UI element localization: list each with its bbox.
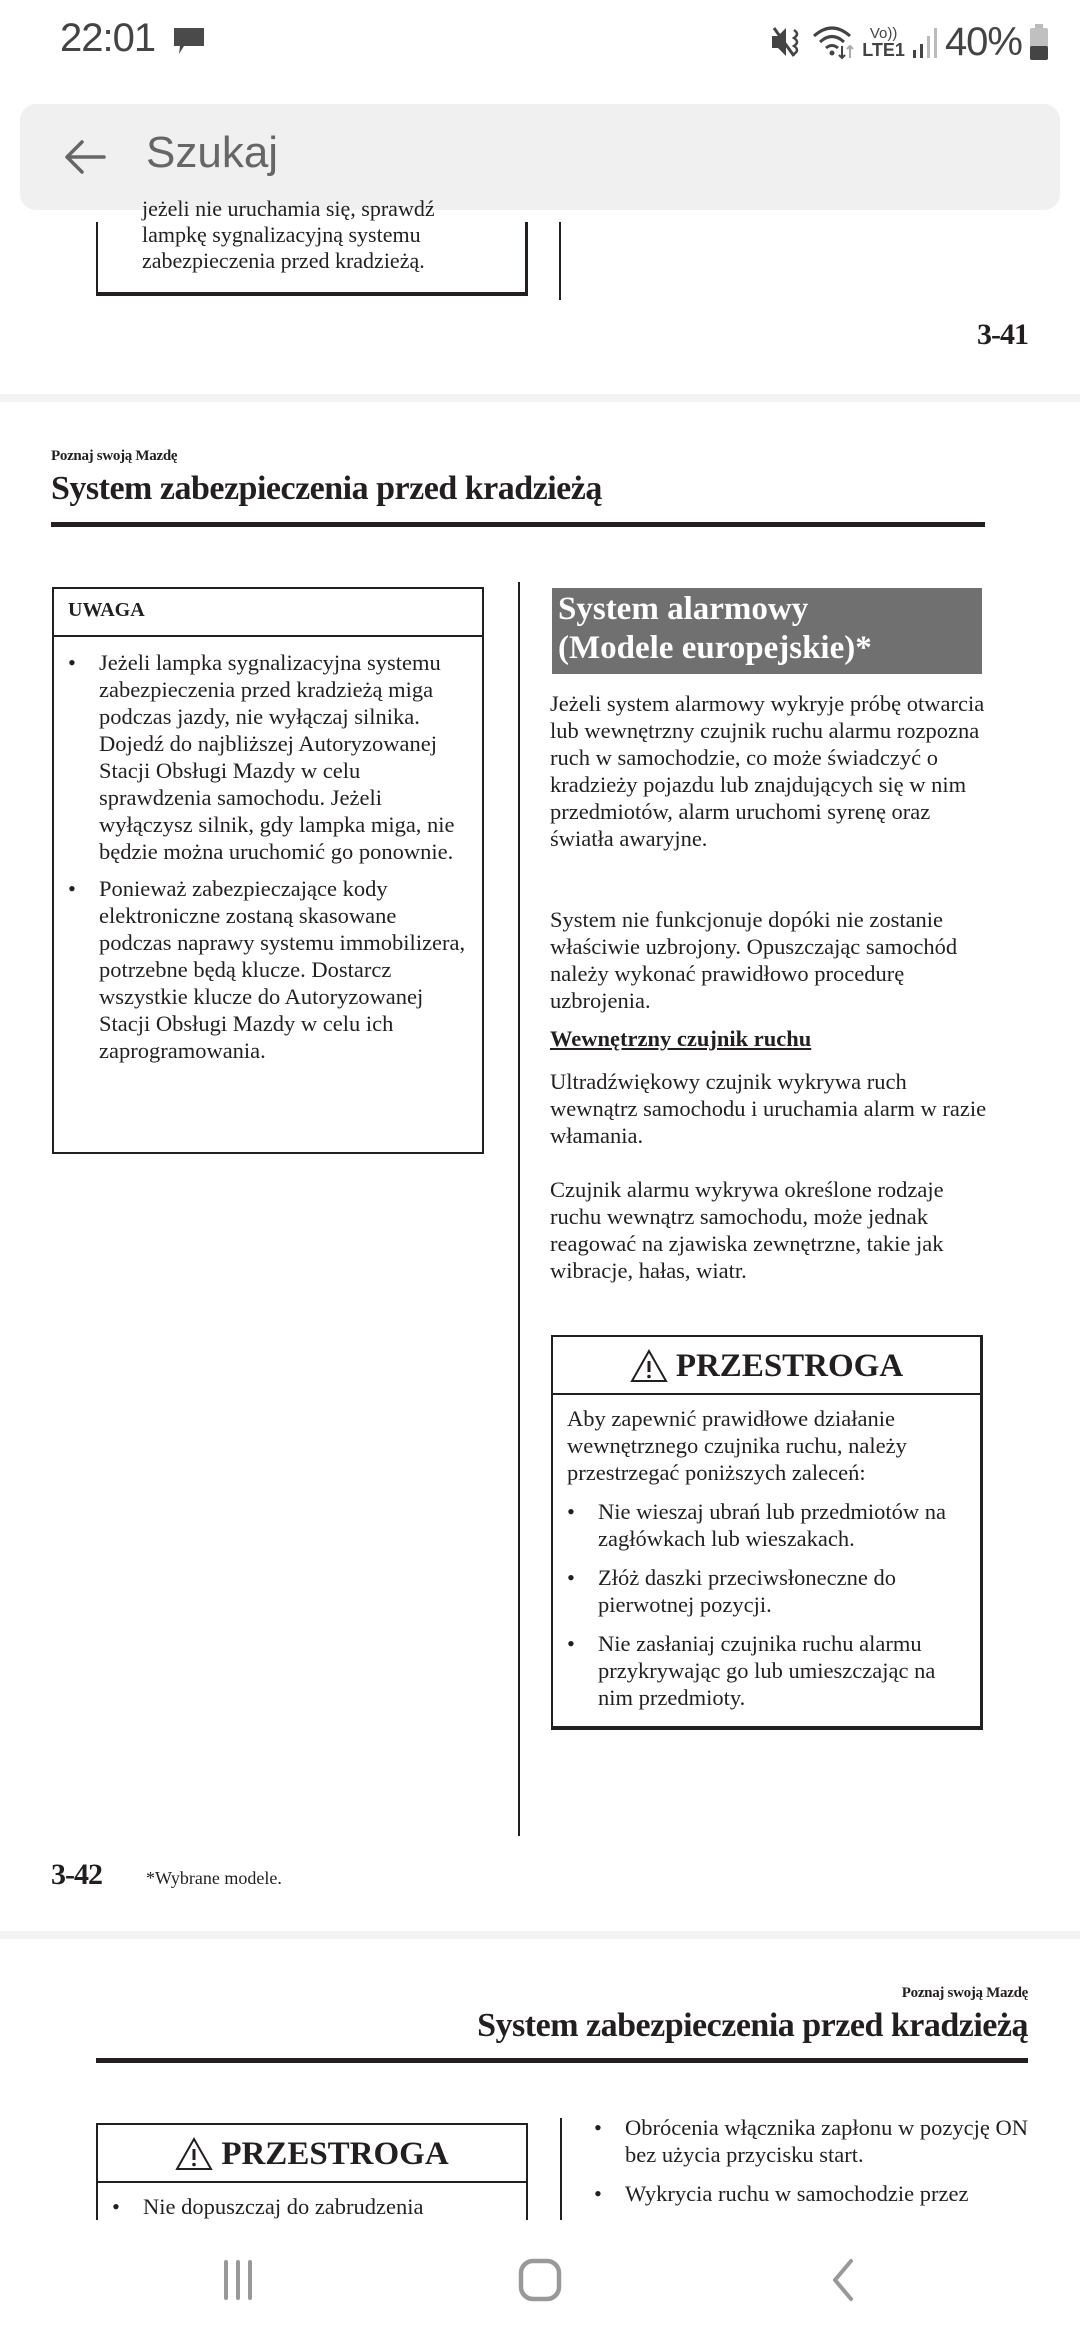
prev-page-number: 3-41 (977, 318, 1028, 351)
next-caution-header (98, 2125, 526, 2183)
caution-box (551, 1335, 983, 1730)
prev-page-note-box (96, 196, 528, 296)
battery-icon (1028, 22, 1050, 62)
next-caution-list (98, 2183, 526, 2220)
page-separator (0, 394, 1080, 402)
arrow-left-icon[interactable] (60, 132, 110, 182)
alarm-section-title: System alarmowy (Modele europejskie)* (552, 588, 982, 674)
section-title: System zabezpieczenia przed kradzieżą (51, 470, 602, 507)
note-title: UWAGA (54, 589, 482, 637)
page-separator (0, 1931, 1080, 1939)
alarm-para-2: System nie funkcjonuje dopóki nie zostanie właściwie uzbrojony. Opuszczając samochód należy wykonać prawidłowo procedurę uzbrojenia. (550, 907, 958, 1013)
section-label: Poznaj swoją Mazdę (51, 448, 178, 464)
note-list (54, 637, 482, 1064)
back-chevron-icon (827, 2258, 857, 2302)
mute-vibrate-icon (770, 22, 806, 62)
status-time: 22:01 (60, 16, 156, 60)
status-icons (770, 16, 1050, 68)
navigation-bar (0, 2220, 1080, 2340)
next-column-divider (560, 2118, 562, 2220)
footnote: *Wybrane modele. (146, 1868, 282, 1888)
caution-list (553, 1486, 980, 1711)
status-bar (0, 0, 1080, 84)
caution-item: • Nie zasłaniaj czujnika ruchu alarmu przykrywając go lub umieszczając na nim przedmioty. (555, 1630, 970, 1711)
warning-triangle-icon (630, 1349, 668, 1383)
home-icon (518, 2258, 562, 2302)
caution-title: PRZESTROGA (675, 1347, 904, 1384)
next-right-list (582, 2114, 1032, 2220)
next-title-rule (96, 2058, 1028, 2063)
next-right-item: • Obrócenia włącznika zapłonu w pozycję ON bez użycia przycisku start. (582, 2114, 1032, 2168)
note-item: • Ponieważ zabezpieczające kody elektroniczne zostaną skasowane podczas naprawy systemu immobilizera, potrzebne będą klucze. Dostarcz wszystkie klucze do Autoryzowanej Stacji Obsługi Mazdy w celu ich zaprogramowania. (56, 875, 472, 1064)
motion-sensor-subheading: Wewnętrzny czujnik ruchu (550, 1026, 812, 1051)
next-right-item: • Wykrycia ruchu w samochodzie przez (582, 2180, 1032, 2207)
wifi-icon (812, 22, 856, 62)
next-caution-title: PRZESTROGA (221, 2135, 449, 2172)
caution-item: • Nie wieszaj ubrań lub przedmiotów na zagłówkach lub wieszakach. (555, 1498, 970, 1552)
caution-intro: Aby zapewnić prawidłowe działanie wewnętrznego czujnika ruchu, należy przestrzegać poniższych zaleceń: (567, 1406, 907, 1485)
search-input[interactable]: Szukaj (146, 128, 279, 177)
next-section-label: Poznaj swoją Mazdę (901, 1985, 1028, 2001)
warning-triangle-icon (175, 2137, 213, 2171)
prev-column-divider (559, 222, 561, 300)
alarm-para-3: Ultradźwiękowy czujnik wykrywa ruch wewnątrz samochodu i uruchamia alarm w razie włamania. (550, 1069, 987, 1148)
battery-percent: 40% (944, 19, 1022, 64)
message-icon (172, 26, 206, 54)
title-rule (51, 522, 985, 527)
page-number: 3-42 (51, 1858, 102, 1891)
note-item: • Jeżeli lampka sygnalizacyjna systemu zabezpieczenia przed kradzieżą miga podczas jazdy, nie wyłączaj silnika. Dojedź do najbliższej Autoryzowanej Stacji Obsługi Mazdy w celu sprawdzenia samochodu. Jeżeli wyłączysz silnik, gdy lampka miga, nie będzie można uruchomić go ponownie. (56, 649, 472, 865)
recent-apps-icon (218, 2258, 258, 2302)
next-caution-item: • Nie dopuszczaj do zabrudzenia (100, 2193, 516, 2220)
caution-item: • Złóż daszki przeciwsłoneczne do pierwotnej pozycji. (555, 1564, 970, 1618)
volte-lte1-icon: Vo)) LTE1 (862, 25, 905, 60)
column-divider (518, 582, 520, 1836)
alarm-para-4: Czujnik alarmu wykrywa określone rodzaje ruchu wewnątrz samochodu, może jednak reagować na zjawiska zewnętrzne, takie jak wibracje, hałas, wiatr. (550, 1177, 944, 1283)
note-box (52, 587, 484, 1154)
signal-icon (911, 22, 939, 62)
search-bar[interactable] (20, 104, 1060, 210)
caution-header (553, 1337, 980, 1395)
alarm-para-1: Jeżeli system alarmowy wykryje próbę otwarcia lub wewnętrzny czujnik ruchu alarmu rozpozna ruch w samochodzie, co może świadczyć o kradzieży pojazdu lub znajdujących się w nim przedmiotów, alarm uruchomi syrenę oraz światła awaryjne. (550, 691, 985, 851)
next-section-title: System zabezpieczenia przed kradzieżą (477, 2007, 1028, 2044)
prev-page-note-text: jeżeli nie uruchamia się, sprawdź lampkę sygnalizacyjną systemu zabezpieczenia przed kradzieżą. (142, 196, 435, 273)
recent-apps-button[interactable] (198, 2250, 278, 2310)
home-button[interactable] (500, 2250, 580, 2310)
back-button[interactable] (802, 2250, 882, 2310)
